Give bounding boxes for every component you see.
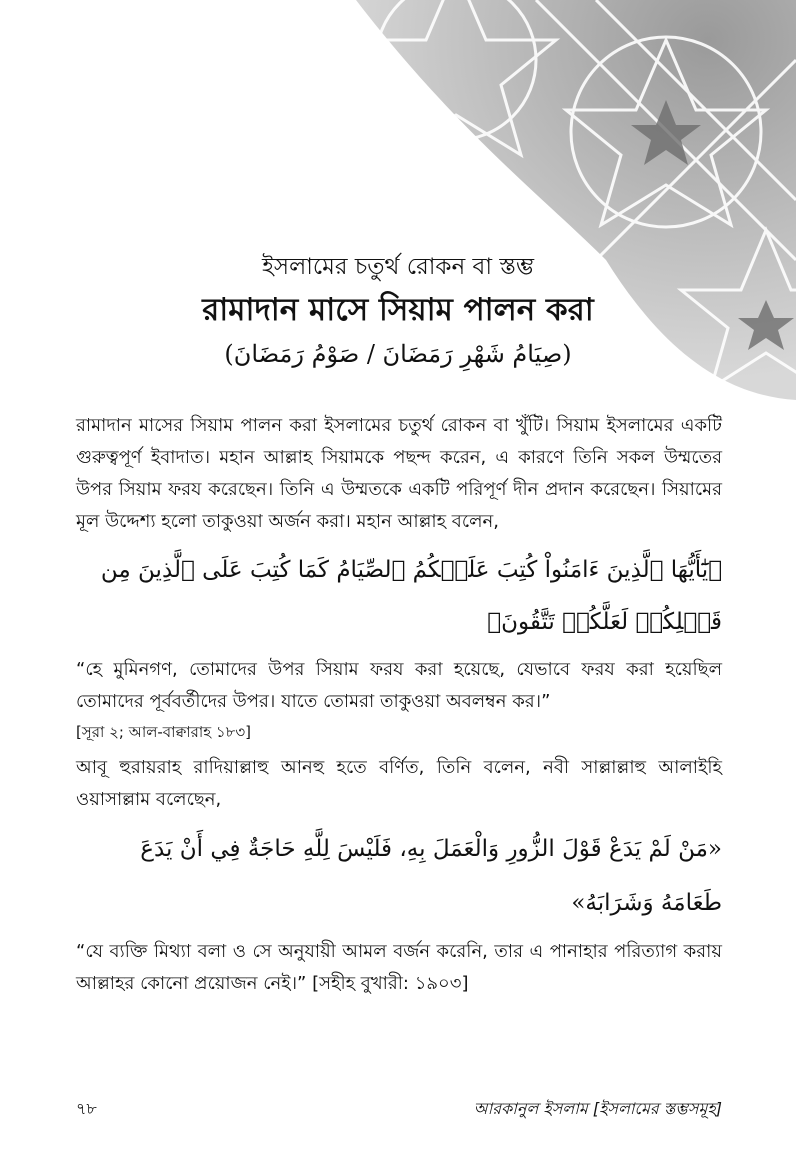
hadith-translation-text: “যে ব্যক্তি মিথ্যা বলা ও সে অনুযায়ী আমল বর্জন করেনি, তার এ পানাহার পরিত্যাগ করায় আল্লাহর কোনো প্রয়োজন নেই।” bbox=[76, 941, 722, 994]
hadith-arabic: «مَنْ لَمْ يَدَعْ قَوْلَ الزُّورِ وَالْعَمَلَ بِهِ، فَلَيْسَ لِلَّهِ حَاجَةٌ فِي أَنْ يَدَعَ طَعَامَهُ وَشَرَابَهُ» bbox=[140, 836, 722, 916]
page-number: ৭৮ bbox=[76, 1099, 97, 1118]
page-footer bbox=[76, 1096, 722, 1126]
chapter-subtitle: ইসলামের চতুর্থ রোকন বা স্তম্ভ bbox=[261, 254, 535, 280]
arabic-title: (صِيَامُ شَهْرِ رَمَضَانَ / صَوْمُ رَمَضَانَ) bbox=[224, 340, 572, 368]
verse-reference: [সূরা ২; আল-বাক্বারাহ ১৮৩] bbox=[76, 723, 251, 741]
chapter-heading bbox=[0, 248, 796, 374]
verse-translation: “হে মুমিনগণ, তোমাদের উপর সিয়াম ফরয করা হয়েছে, যেভাবে ফরয করা হয়েছিল তোমাদের পূর্ববর্তীদের উপর। যাতে তোমরা তাকুওয়া অবলম্বন কর।” bbox=[76, 659, 722, 712]
intro-paragraph: রামাদান মাসের সিয়াম পালন করা ইসলামের চতুর্থ রোকন বা খুঁটি। সিয়াম ইসলামের একটি গুরুত্বপূর্ণ ইবাদাত। মহান আল্লাহ সিয়ামকে পছন্দ করেন, এ কারণে তিনি সকল উম্মতের উপর সিয়াম ফরয করেছেন। তিনি এ উম্মতকে একটি পরিপূর্ণ দীন প্রদান করেছেন। সিয়ামের মূল উদ্দেশ্য হলো তাকুওয়া অর্জন করা। মহান আল্লাহ বলেন, bbox=[76, 415, 722, 532]
main-content bbox=[76, 410, 722, 1000]
quran-verse: ﴿يَٰٓأَيُّهَا ٱلَّذِينَ ءَامَنُواْ كُتِبَ عَلَيۡكُمُ ٱلصِّيَامُ كَمَا كُتِبَ عَلَى ٱلَّذِينَ مِن قَبۡلِكُمۡ لَعَلَّكُمۡ تَتَّقُونَ﴾ bbox=[100, 557, 722, 635]
hadith-translation bbox=[76, 936, 722, 1000]
chapter-title: রামাদান মাসে সিয়াম পালন করা bbox=[202, 292, 594, 328]
book-title: আরকানুল ইসলাম [ইসলামের স্তম্ভসমূহ] bbox=[473, 1099, 722, 1118]
hadith-reference: [সহীহ বুখারী: ১৯০৩] bbox=[312, 973, 469, 994]
hadith-intro: আবূ হুরায়রাহ রাদিয়াল্লাহু আনহু হতে বর্ণিত, তিনি বলেন, নবী সাল্লাল্লাহু আলাইহি ওয়াসাল্লাম বলেছেন, bbox=[76, 757, 722, 810]
